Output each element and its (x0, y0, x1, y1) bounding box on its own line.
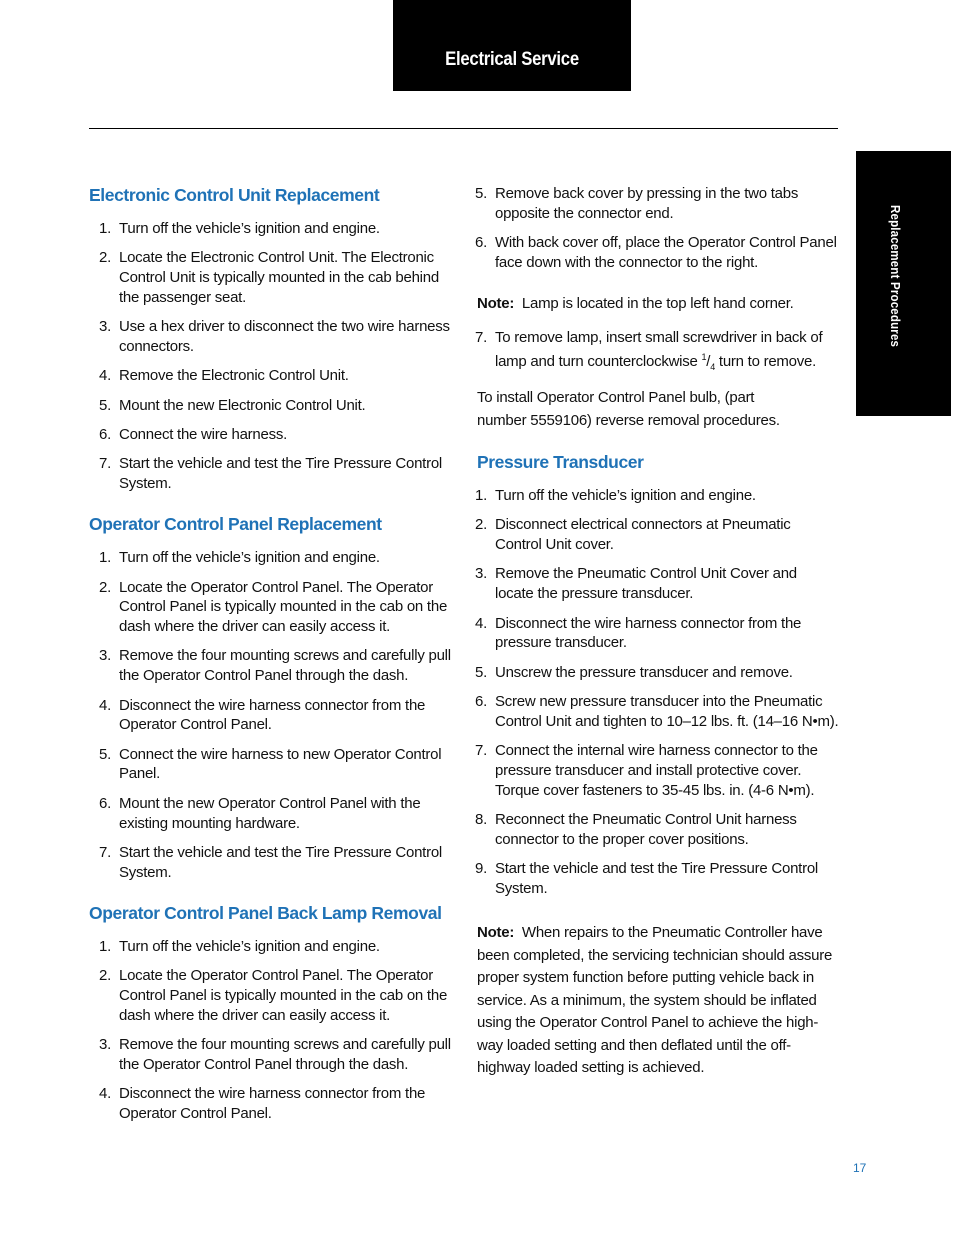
right-column (474, 184, 839, 1080)
step-text: Turn off the vehicle’s ignition and engine. (495, 487, 756, 505)
list-item (89, 1035, 459, 1075)
transducer-note-label: Note: (477, 924, 515, 942)
list-item (465, 184, 839, 224)
lamp-step-7-text-a: To remove lamp, insert small screwdriver in back of lamp and turn counterclockwise (495, 328, 823, 370)
step-number: 1. (98, 937, 111, 955)
side-chapter-tab (856, 151, 951, 416)
step-text: Disconnect electrical connectors at Pneumatic Control Unit cover. (495, 516, 791, 554)
step-text: Reconnect the Pneumatic Control Unit harness connector to the proper cover positions. (495, 810, 797, 848)
list-item: 7. To remove lamp, insert small screwdriver in back of lamp and turn counterclockwise $^1/_4$ turn to remove. (474, 328, 823, 372)
list-item (89, 745, 459, 785)
list-item (465, 692, 839, 732)
ocp-steps (89, 548, 459, 882)
transducer-note-text: When repairs to the Pneumatic Controller have been completed, the servicing technician should assure proper system function before putting vehicle back in service. As a minimum, the system should be inflated using the Operator Control Panel to achieve the high-way loaded setting and then deflated until the off-highway loaded setting is achieved. (477, 924, 833, 1077)
lamp-steps-right (465, 184, 839, 273)
step-number: 3. (98, 647, 111, 665)
list-item (89, 454, 459, 494)
bulb-install-paragraph: To install Operator Control Panel bulb, (part number 5559106) reverse removal procedures. (477, 389, 780, 429)
step-text: Turn off the vehicle’s ignition and engine. (119, 220, 380, 237)
step-number: 1. (474, 487, 487, 505)
step-text: Locate the Operator Control Panel. The Operator Control Panel is typically mounted in the cab on the dash where the driver can easily access it. (119, 967, 448, 1024)
list-item (89, 425, 459, 445)
step-number: 1. (98, 220, 111, 237)
list-item (89, 248, 459, 307)
list-item (89, 578, 459, 637)
list-item (465, 614, 839, 654)
lamp-note-text: Lamp is located in the top left hand corner. (521, 295, 794, 313)
step-number: 3. (98, 318, 111, 336)
fraction-numerator: 1 (701, 351, 707, 362)
transducer-note (477, 922, 839, 1080)
step-text: Disconnect the wire harness connector from the Operator Control Panel. (119, 1085, 426, 1122)
list-item (465, 515, 839, 555)
list-item (465, 564, 839, 604)
list-item (465, 233, 839, 273)
step-number: 4. (98, 367, 111, 385)
heading-ecu-replacement: Electronic Control Unit Replacement (89, 185, 380, 205)
list-item (89, 366, 459, 386)
list-item (465, 486, 839, 506)
step-number: 8. (474, 810, 487, 828)
list-item (465, 741, 839, 800)
step-text: Remove the Electronic Control Unit. (119, 367, 349, 385)
lamp-step-7 (465, 328, 839, 378)
list-item (89, 966, 459, 1025)
step-number: 5. (474, 663, 487, 681)
list-item (89, 794, 459, 834)
step-text: Remove the Pneumatic Control Unit Cover and locate the pressure transducer. (495, 565, 797, 603)
page-number: 17 (853, 1161, 867, 1175)
step-number: 7. (98, 843, 111, 861)
step-number: 2. (474, 516, 487, 534)
step-number: 6. (98, 425, 111, 443)
step-number: 5. (98, 745, 111, 763)
step-number: 4. (474, 614, 487, 632)
section-header-tab (393, 0, 631, 91)
step-number: 7. (474, 742, 487, 760)
step-text: Connect the internal wire harness connector to the pressure transducer and install protective cover. Torque cover fasteners to 35-45 lbs. in. (4-6 N•m). (495, 742, 818, 799)
list-item (89, 646, 459, 686)
list-item (465, 859, 839, 899)
lamp-step-7-text-b: turn to remove. (714, 352, 817, 370)
step-number: 6. (474, 692, 487, 710)
heading-back-lamp-removal: Operator Control Panel Back Lamp Removal (89, 902, 442, 923)
list-item (89, 1084, 459, 1124)
fraction-denominator: 4 (710, 361, 715, 372)
ecu-steps (89, 219, 459, 494)
heading-pressure-transducer: Pressure Transducer (477, 452, 644, 473)
list-item (89, 317, 459, 357)
step-text: Connect the wire harness to new Operator Control Panel. (119, 745, 442, 783)
list-item (465, 663, 839, 683)
step-text: Turn off the vehicle’s ignition and engine. (119, 549, 380, 567)
lamp-note (477, 294, 839, 314)
step-text: Use a hex driver to disconnect the two wire harness connectors. (119, 318, 450, 355)
step-text: Locate the Operator Control Panel. The Operator Control Panel is typically mounted in the cab on the dash where the driver can easily access it. (119, 578, 448, 636)
step-number: 3. (98, 1036, 111, 1054)
list-item (89, 937, 459, 957)
step-text: Turn off the vehicle’s ignition and engine. (119, 937, 380, 955)
list-item (89, 396, 459, 416)
left-column (89, 183, 459, 1133)
step-text: Start the vehicle and test the Tire Pressure Control System. (119, 843, 442, 881)
step-text: Mount the new Operator Control Panel with the existing mounting hardware. (119, 794, 421, 832)
step-text: Unscrew the pressure transducer and remove. (495, 663, 793, 681)
lamp-steps-left (89, 937, 459, 1124)
step-number: 4. (98, 696, 111, 714)
step-number: 4. (98, 1085, 111, 1103)
step-number: 6. (474, 234, 487, 252)
step-text: With back cover off, place the Operator Control Panel face down with the connector to the right. (495, 234, 837, 271)
step-number: 3. (474, 565, 487, 583)
step-number: 5. (474, 185, 487, 202)
step-number: 7. (98, 455, 111, 473)
lamp-note-label: Note: (477, 295, 515, 313)
list-item (465, 810, 839, 850)
header-rule (89, 128, 838, 129)
step-text: Remove the four mounting screws and carefully pull the Operator Control Panel through the dash. (119, 647, 451, 685)
step-number: 2. (98, 578, 111, 596)
step-number: 1. (98, 549, 111, 567)
step-text: Disconnect the wire harness connector from the Operator Control Panel. (119, 696, 426, 734)
step-text: Start the vehicle and test the Tire Pressure Control System. (495, 860, 818, 897)
step-text: Screw new pressure transducer into the Pneumatic Control Unit and tighten to 10–12 lbs. ft. (14–16 N•m). (495, 692, 839, 730)
heading-ocp-replacement: Operator Control Panel Replacement (89, 514, 382, 535)
step-text: Remove the four mounting screws and carefully pull the Operator Control Panel through the dash. (119, 1036, 451, 1073)
side-chapter-label: Replacement Procedures (888, 205, 902, 348)
step-text: Remove back cover by pressing in the two tabs opposite the connector end. (495, 185, 799, 222)
list-item (89, 843, 459, 883)
step-text: Connect the wire harness. (119, 425, 288, 443)
list-item (89, 219, 459, 239)
section-header-title: Electrical Service (445, 48, 579, 70)
step-number: 2. (98, 967, 111, 985)
step-text: Start the vehicle and test the Tire Pressure Control System. (119, 455, 442, 492)
step-text: Locate the Electronic Control Unit. The Electronic Control Unit is typically mounted in the cab behind the passenger seat. (119, 249, 439, 306)
step-number: 5. (98, 396, 111, 414)
list-item (89, 696, 459, 736)
step-text: Mount the new Electronic Control Unit. (119, 396, 366, 414)
transducer-steps (465, 486, 839, 899)
step-number: 9. (474, 860, 487, 878)
step-number: 2. (98, 249, 111, 267)
step-text: Disconnect the wire harness connector from the pressure transducer. (495, 614, 802, 652)
step-number: 6. (98, 794, 111, 812)
list-item (89, 548, 459, 568)
